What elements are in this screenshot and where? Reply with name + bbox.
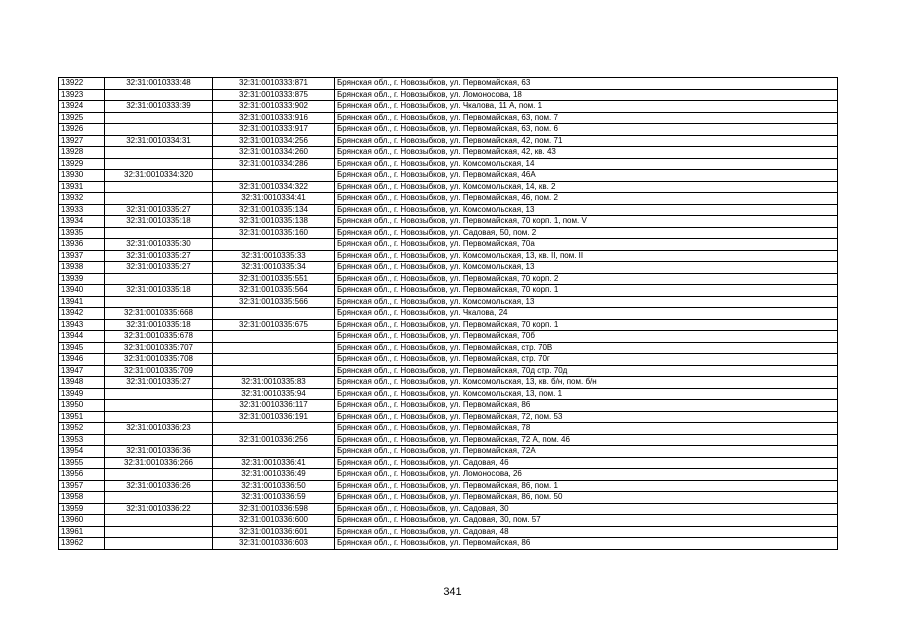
table-row bbox=[59, 319, 838, 331]
row-number-cell: 13935 bbox=[59, 227, 105, 239]
address-cell: Брянская обл., г. Новозыбков, ул. Первомайская, 63, пом. 7 bbox=[335, 112, 838, 124]
object-cadastral-number-cell: 32:31:0010335:138 bbox=[213, 216, 335, 228]
address-cell: Брянская обл., г. Новозыбков, ул. Комсомольская, 13 bbox=[335, 262, 838, 274]
row-number-cell: 13933 bbox=[59, 204, 105, 216]
row-number-cell: 13922 bbox=[59, 78, 105, 90]
row-number-cell: 13940 bbox=[59, 285, 105, 297]
row-number-cell: 13927 bbox=[59, 135, 105, 147]
address-cell: Брянская обл., г. Новозыбков, ул. Первомайская, 78 bbox=[335, 423, 838, 435]
address-cell: Брянская обл., г. Новозыбков, ул. Садовая, 50, пом. 2 bbox=[335, 227, 838, 239]
row-number-cell: 13949 bbox=[59, 388, 105, 400]
table-row bbox=[59, 308, 838, 320]
row-number-cell: 13946 bbox=[59, 354, 105, 366]
object-cadastral-number-cell: 32:31:0010336:603 bbox=[213, 538, 335, 550]
row-number-cell: 13926 bbox=[59, 124, 105, 136]
row-number-cell: 13945 bbox=[59, 342, 105, 354]
row-number-cell: 13925 bbox=[59, 112, 105, 124]
parcel-cadastral-number-cell: 32:31:0010334:320 bbox=[105, 170, 213, 182]
address-cell: Брянская обл., г. Новозыбков, ул. Первомайская, 46, пом. 2 bbox=[335, 193, 838, 205]
address-cell: Брянская обл., г. Новозыбков, ул. Первомайская, 63, пом. 6 bbox=[335, 124, 838, 136]
parcel-cadastral-number-cell: 32:31:0010335:18 bbox=[105, 285, 213, 297]
table-row bbox=[59, 515, 838, 527]
table-row bbox=[59, 331, 838, 343]
address-cell: Брянская обл., г. Новозыбков, ул. Садовая, 30, пом. 57 bbox=[335, 515, 838, 527]
table-row bbox=[59, 124, 838, 136]
address-cell: Брянская обл., г. Новозыбков, ул. Первомайская, 70а bbox=[335, 239, 838, 251]
table-row bbox=[59, 193, 838, 205]
object-cadastral-number-cell: 32:31:0010335:94 bbox=[213, 388, 335, 400]
row-number-cell: 13938 bbox=[59, 262, 105, 274]
parcel-cadastral-number-cell bbox=[105, 147, 213, 159]
parcel-cadastral-number-cell bbox=[105, 515, 213, 527]
parcel-cadastral-number-cell: 32:31:0010335:18 bbox=[105, 319, 213, 331]
parcel-cadastral-number-cell bbox=[105, 112, 213, 124]
table-row bbox=[59, 227, 838, 239]
address-cell: Брянская обл., г. Новозыбков, ул. Первомайская, 86 bbox=[335, 400, 838, 412]
parcel-cadastral-number-cell: 32:31:0010336:26 bbox=[105, 480, 213, 492]
object-cadastral-number-cell: 32:31:0010333:917 bbox=[213, 124, 335, 136]
parcel-cadastral-number-cell: 32:31:0010335:18 bbox=[105, 216, 213, 228]
address-cell: Брянская обл., г. Новозыбков, ул. Первомайская, 70д стр. 70д bbox=[335, 365, 838, 377]
table-row bbox=[59, 158, 838, 170]
parcel-cadastral-number-cell bbox=[105, 469, 213, 481]
parcel-cadastral-number-cell: 32:31:0010335:709 bbox=[105, 365, 213, 377]
row-number-cell: 13961 bbox=[59, 526, 105, 538]
table-row bbox=[59, 538, 838, 550]
table-row bbox=[59, 296, 838, 308]
object-cadastral-number-cell: 32:31:0010336:59 bbox=[213, 492, 335, 504]
object-cadastral-number-cell bbox=[213, 423, 335, 435]
table-row bbox=[59, 526, 838, 538]
object-cadastral-number-cell: 32:31:0010336:600 bbox=[213, 515, 335, 527]
row-number-cell: 13932 bbox=[59, 193, 105, 205]
row-number-cell: 13950 bbox=[59, 400, 105, 412]
parcel-cadastral-number-cell bbox=[105, 296, 213, 308]
table-row bbox=[59, 285, 838, 297]
row-number-cell: 13952 bbox=[59, 423, 105, 435]
row-number-cell: 13943 bbox=[59, 319, 105, 331]
address-cell: Брянская обл., г. Новозыбков, ул. Первомайская, 70 корп. 1 bbox=[335, 319, 838, 331]
row-number-cell: 13960 bbox=[59, 515, 105, 527]
table-row bbox=[59, 250, 838, 262]
parcel-cadastral-number-cell bbox=[105, 492, 213, 504]
parcel-cadastral-number-cell bbox=[105, 400, 213, 412]
table-row bbox=[59, 388, 838, 400]
parcel-cadastral-number-cell: 32:31:0010335:27 bbox=[105, 250, 213, 262]
address-cell: Брянская обл., г. Новозыбков, ул. Первомайская, 86, пом. 50 bbox=[335, 492, 838, 504]
address-cell: Брянская обл., г. Новозыбков, ул. Первомайская, 72, пом. 53 bbox=[335, 411, 838, 423]
object-cadastral-number-cell: 32:31:0010335:675 bbox=[213, 319, 335, 331]
parcel-cadastral-number-cell bbox=[105, 388, 213, 400]
table-row bbox=[59, 135, 838, 147]
table-row bbox=[59, 78, 838, 90]
row-number-cell: 13955 bbox=[59, 457, 105, 469]
row-number-cell: 13930 bbox=[59, 170, 105, 182]
parcel-cadastral-number-cell: 32:31:0010336:266 bbox=[105, 457, 213, 469]
address-cell: Брянская обл., г. Новозыбков, ул. Комсомольская, 13, кв. б/н, пом. б/н bbox=[335, 377, 838, 389]
parcel-cadastral-number-cell: 32:31:0010335:708 bbox=[105, 354, 213, 366]
parcel-cadastral-number-cell: 32:31:0010334:31 bbox=[105, 135, 213, 147]
object-cadastral-number-cell: 32:31:0010336:117 bbox=[213, 400, 335, 412]
row-number-cell: 13944 bbox=[59, 331, 105, 343]
table-row bbox=[59, 411, 838, 423]
row-number-cell: 13924 bbox=[59, 101, 105, 113]
parcel-cadastral-number-cell bbox=[105, 411, 213, 423]
property-registry-table bbox=[58, 77, 838, 550]
address-cell: Брянская обл., г. Новозыбков, ул. Комсомольская, 13 bbox=[335, 204, 838, 216]
object-cadastral-number-cell: 32:31:0010335:134 bbox=[213, 204, 335, 216]
table-row bbox=[59, 147, 838, 159]
row-number-cell: 13956 bbox=[59, 469, 105, 481]
parcel-cadastral-number-cell bbox=[105, 181, 213, 193]
table-row bbox=[59, 423, 838, 435]
parcel-cadastral-number-cell bbox=[105, 158, 213, 170]
address-cell: Брянская обл., г. Новозыбков, ул. Комсомольская, 13, пом. 1 bbox=[335, 388, 838, 400]
object-cadastral-number-cell: 32:31:0010335:34 bbox=[213, 262, 335, 274]
object-cadastral-number-cell: 32:31:0010335:564 bbox=[213, 285, 335, 297]
table-row bbox=[59, 239, 838, 251]
row-number-cell: 13928 bbox=[59, 147, 105, 159]
address-cell: Брянская обл., г. Новозыбков, ул. Первомайская, 86 bbox=[335, 538, 838, 550]
row-number-cell: 13962 bbox=[59, 538, 105, 550]
table-row bbox=[59, 181, 838, 193]
object-cadastral-number-cell: 32:31:0010334:322 bbox=[213, 181, 335, 193]
table-row bbox=[59, 377, 838, 389]
address-cell: Брянская обл., г. Новозыбков, ул. Садовая, 30 bbox=[335, 503, 838, 515]
object-cadastral-number-cell: 32:31:0010333:902 bbox=[213, 101, 335, 113]
address-cell: Брянская обл., г. Новозыбков, ул. Первомайская, 46А bbox=[335, 170, 838, 182]
row-number-cell: 13947 bbox=[59, 365, 105, 377]
table-row bbox=[59, 434, 838, 446]
row-number-cell: 13954 bbox=[59, 446, 105, 458]
address-cell: Брянская обл., г. Новозыбков, ул. Первомайская, 42, кв. 43 bbox=[335, 147, 838, 159]
table-row bbox=[59, 469, 838, 481]
registry-table-body bbox=[59, 78, 838, 550]
object-cadastral-number-cell: 32:31:0010334:41 bbox=[213, 193, 335, 205]
object-cadastral-number-cell: 32:31:0010336:598 bbox=[213, 503, 335, 515]
table-row bbox=[59, 89, 838, 101]
table-row bbox=[59, 204, 838, 216]
object-cadastral-number-cell: 32:31:0010333:916 bbox=[213, 112, 335, 124]
address-cell: Брянская обл., г. Новозыбков, ул. Садовая, 48 bbox=[335, 526, 838, 538]
parcel-cadastral-number-cell bbox=[105, 227, 213, 239]
address-cell: Брянская обл., г. Новозыбков, ул. Садовая, 46 bbox=[335, 457, 838, 469]
address-cell: Брянская обл., г. Новозыбков, ул. Первомайская, 70 корп. 1, пом. V bbox=[335, 216, 838, 228]
row-number-cell: 13942 bbox=[59, 308, 105, 320]
row-number-cell: 13929 bbox=[59, 158, 105, 170]
parcel-cadastral-number-cell: 32:31:0010335:668 bbox=[105, 308, 213, 320]
object-cadastral-number-cell: 32:31:0010336:49 bbox=[213, 469, 335, 481]
table-row bbox=[59, 101, 838, 113]
parcel-cadastral-number-cell: 32:31:0010336:22 bbox=[105, 503, 213, 515]
table-row bbox=[59, 492, 838, 504]
object-cadastral-number-cell: 32:31:0010334:286 bbox=[213, 158, 335, 170]
table-row bbox=[59, 503, 838, 515]
parcel-cadastral-number-cell: 32:31:0010335:678 bbox=[105, 331, 213, 343]
row-number-cell: 13957 bbox=[59, 480, 105, 492]
table-row bbox=[59, 216, 838, 228]
address-cell: Брянская обл., г. Новозыбков, ул. Комсомольская, 14 bbox=[335, 158, 838, 170]
table-row bbox=[59, 112, 838, 124]
table-row bbox=[59, 457, 838, 469]
address-cell: Брянская обл., г. Новозыбков, ул. Комсомольская, 14, кв. 2 bbox=[335, 181, 838, 193]
row-number-cell: 13934 bbox=[59, 216, 105, 228]
address-cell: Брянская обл., г. Новозыбков, ул. Чкалова, 24 bbox=[335, 308, 838, 320]
object-cadastral-number-cell: 32:31:0010335:566 bbox=[213, 296, 335, 308]
row-number-cell: 13948 bbox=[59, 377, 105, 389]
row-number-cell: 13931 bbox=[59, 181, 105, 193]
parcel-cadastral-number-cell: 32:31:0010335:27 bbox=[105, 377, 213, 389]
address-cell: Брянская обл., г. Новозыбков, ул. Первомайская, 72 А, пом. 46 bbox=[335, 434, 838, 446]
address-cell: Брянская обл., г. Новозыбков, ул. Первомайская, 70 корп. 1 bbox=[335, 285, 838, 297]
parcel-cadastral-number-cell bbox=[105, 193, 213, 205]
object-cadastral-number-cell bbox=[213, 239, 335, 251]
object-cadastral-number-cell bbox=[213, 342, 335, 354]
address-cell: Брянская обл., г. Новозыбков, ул. Первомайская, 86, пом. 1 bbox=[335, 480, 838, 492]
address-cell: Брянская обл., г. Новозыбков, ул. Первомайская, 70б bbox=[335, 331, 838, 343]
parcel-cadastral-number-cell: 32:31:0010336:23 bbox=[105, 423, 213, 435]
address-cell: Брянская обл., г. Новозыбков, ул. Первомайская, 42, пом. 71 bbox=[335, 135, 838, 147]
object-cadastral-number-cell: 32:31:0010334:256 bbox=[213, 135, 335, 147]
object-cadastral-number-cell: 32:31:0010335:33 bbox=[213, 250, 335, 262]
row-number-cell: 13939 bbox=[59, 273, 105, 285]
object-cadastral-number-cell: 32:31:0010335:83 bbox=[213, 377, 335, 389]
table-row bbox=[59, 262, 838, 274]
object-cadastral-number-cell bbox=[213, 308, 335, 320]
parcel-cadastral-number-cell bbox=[105, 89, 213, 101]
object-cadastral-number-cell: 32:31:0010336:256 bbox=[213, 434, 335, 446]
object-cadastral-number-cell bbox=[213, 365, 335, 377]
table-row bbox=[59, 273, 838, 285]
address-cell: Брянская обл., г. Новозыбков, ул. Ломоносова, 18 bbox=[335, 89, 838, 101]
parcel-cadastral-number-cell bbox=[105, 124, 213, 136]
object-cadastral-number-cell bbox=[213, 331, 335, 343]
object-cadastral-number-cell: 32:31:0010336:601 bbox=[213, 526, 335, 538]
address-cell: Брянская обл., г. Новозыбков, ул. Первомайская, 70 корп. 2 bbox=[335, 273, 838, 285]
row-number-cell: 13936 bbox=[59, 239, 105, 251]
table-row bbox=[59, 480, 838, 492]
object-cadastral-number-cell: 32:31:0010336:41 bbox=[213, 457, 335, 469]
table-row bbox=[59, 400, 838, 412]
address-cell: Брянская обл., г. Новозыбков, ул. Первомайская, стр. 70г bbox=[335, 354, 838, 366]
row-number-cell: 13953 bbox=[59, 434, 105, 446]
object-cadastral-number-cell: 32:31:0010335:160 bbox=[213, 227, 335, 239]
parcel-cadastral-number-cell: 32:31:0010333:39 bbox=[105, 101, 213, 113]
parcel-cadastral-number-cell: 32:31:0010333:48 bbox=[105, 78, 213, 90]
parcel-cadastral-number-cell: 32:31:0010335:707 bbox=[105, 342, 213, 354]
parcel-cadastral-number-cell: 32:31:0010335:30 bbox=[105, 239, 213, 251]
object-cadastral-number-cell bbox=[213, 170, 335, 182]
address-cell: Брянская обл., г. Новозыбков, ул. Чкалова, 11 А, пом. 1 bbox=[335, 101, 838, 113]
object-cadastral-number-cell: 32:31:0010333:875 bbox=[213, 89, 335, 101]
table-row bbox=[59, 365, 838, 377]
table-row bbox=[59, 354, 838, 366]
object-cadastral-number-cell: 32:31:0010336:191 bbox=[213, 411, 335, 423]
row-number-cell: 13937 bbox=[59, 250, 105, 262]
address-cell: Брянская обл., г. Новозыбков, ул. Комсомольская, 13, кв. II, пом. II bbox=[335, 250, 838, 262]
table-row bbox=[59, 170, 838, 182]
parcel-cadastral-number-cell bbox=[105, 273, 213, 285]
object-cadastral-number-cell: 32:31:0010336:50 bbox=[213, 480, 335, 492]
parcel-cadastral-number-cell bbox=[105, 538, 213, 550]
object-cadastral-number-cell bbox=[213, 446, 335, 458]
address-cell: Брянская обл., г. Новозыбков, ул. Комсомольская, 13 bbox=[335, 296, 838, 308]
row-number-cell: 13941 bbox=[59, 296, 105, 308]
row-number-cell: 13958 bbox=[59, 492, 105, 504]
parcel-cadastral-number-cell bbox=[105, 434, 213, 446]
parcel-cadastral-number-cell: 32:31:0010335:27 bbox=[105, 204, 213, 216]
address-cell: Брянская обл., г. Новозыбков, ул. Первомайская, стр. 70В bbox=[335, 342, 838, 354]
parcel-cadastral-number-cell: 32:31:0010336:36 bbox=[105, 446, 213, 458]
object-cadastral-number-cell: 32:31:0010335:551 bbox=[213, 273, 335, 285]
parcel-cadastral-number-cell bbox=[105, 526, 213, 538]
table-row bbox=[59, 446, 838, 458]
row-number-cell: 13923 bbox=[59, 89, 105, 101]
object-cadastral-number-cell: 32:31:0010334:260 bbox=[213, 147, 335, 159]
row-number-cell: 13959 bbox=[59, 503, 105, 515]
table-row bbox=[59, 342, 838, 354]
address-cell: Брянская обл., г. Новозыбков, ул. Первомайская, 72А bbox=[335, 446, 838, 458]
parcel-cadastral-number-cell: 32:31:0010335:27 bbox=[105, 262, 213, 274]
object-cadastral-number-cell bbox=[213, 354, 335, 366]
address-cell: Брянская обл., г. Новозыбков, ул. Первомайская, 63 bbox=[335, 78, 838, 90]
row-number-cell: 13951 bbox=[59, 411, 105, 423]
object-cadastral-number-cell: 32:31:0010333:871 bbox=[213, 78, 335, 90]
address-cell: Брянская обл., г. Новозыбков, ул. Ломоносова, 26 bbox=[335, 469, 838, 481]
page-number: 341 bbox=[443, 586, 462, 598]
